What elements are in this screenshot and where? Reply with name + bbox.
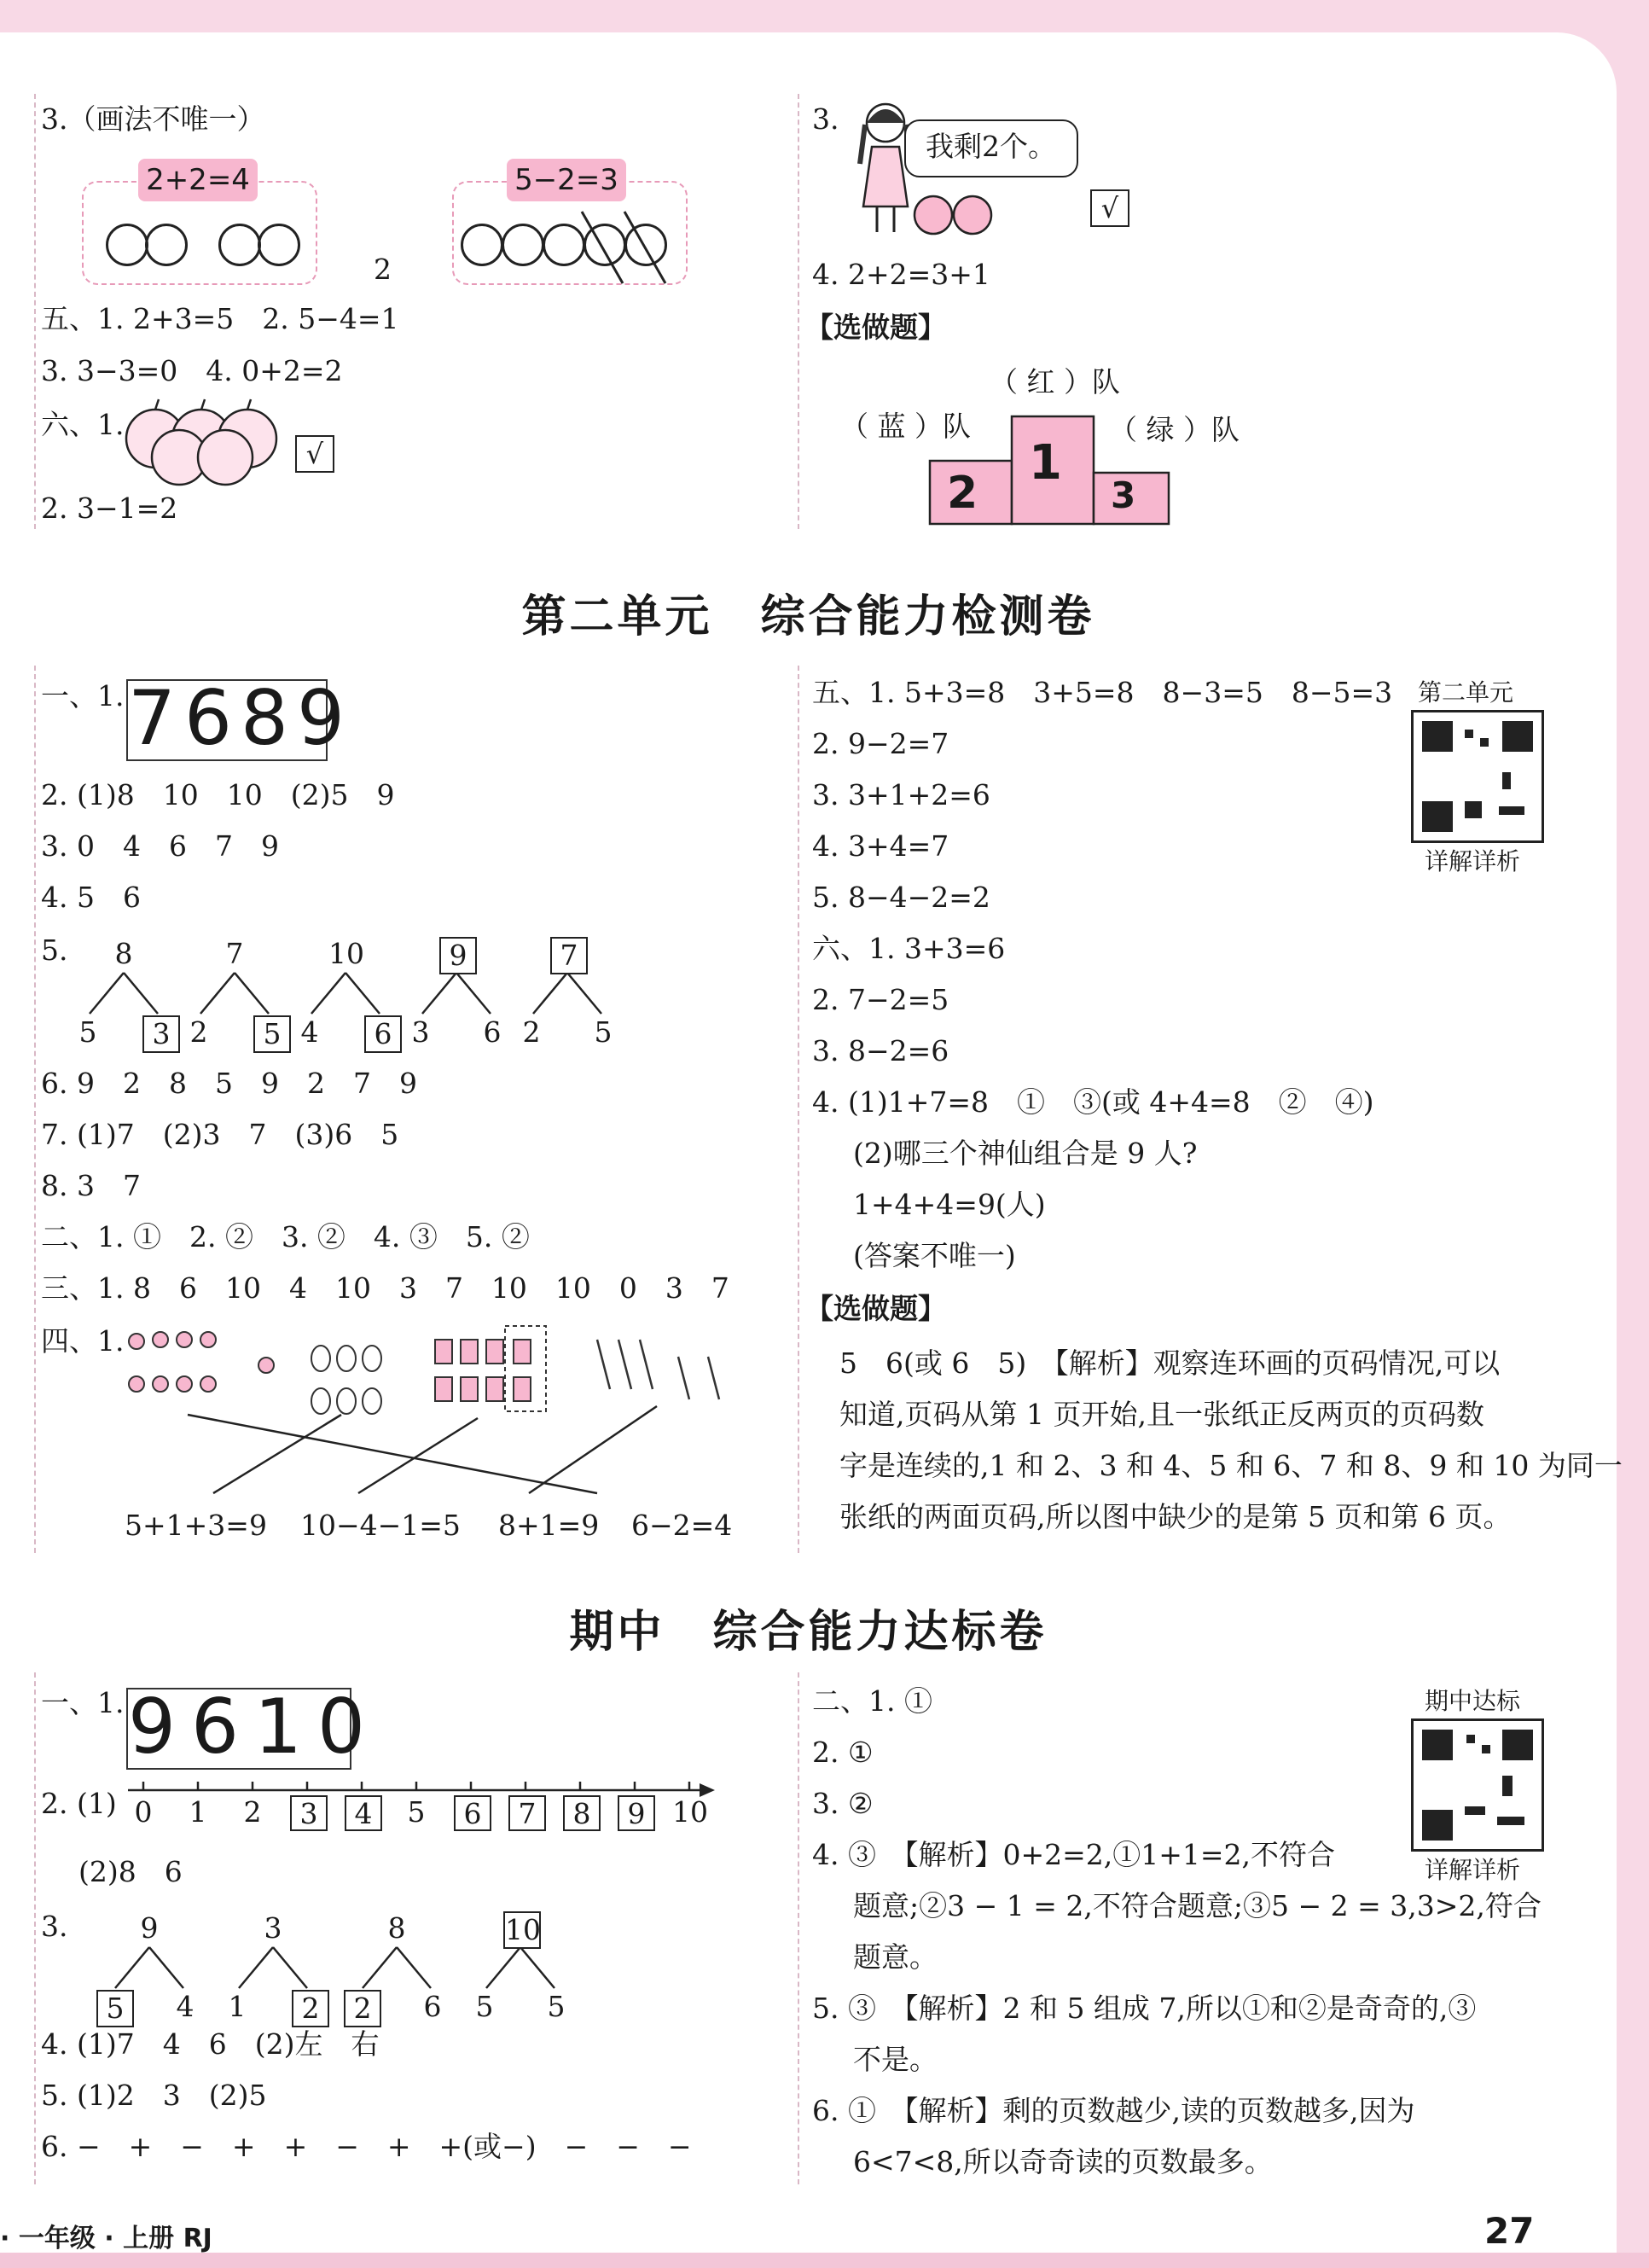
tree-right: 4 xyxy=(176,1990,195,2023)
tree-left: 5 xyxy=(475,1990,494,2023)
midr-l5b: 不是。 xyxy=(853,2043,938,2076)
tree-right: 6 xyxy=(423,1990,442,2023)
circle xyxy=(145,224,188,266)
tree-branches xyxy=(175,969,294,1021)
qr-caption-bottom: 详解详析 xyxy=(1425,847,1521,875)
apples-icon xyxy=(119,394,290,488)
midr-l6a: 6. ① 【解析】剩的页数越少,读的页数越多,因为 xyxy=(812,2094,1415,2127)
u2-q7: 7. (1)7 (2)3 7 (3)6 5 xyxy=(41,1118,399,1151)
tree-left: 5 xyxy=(96,1990,134,2027)
u2r-l2: 2. 9−2=7 xyxy=(812,727,949,760)
tree-top: 8 xyxy=(114,937,133,970)
tree-branches xyxy=(90,1944,209,1995)
qr-caption-top: 第二单元 xyxy=(1418,678,1514,707)
bottom-strip xyxy=(0,2253,1649,2268)
number-line-label: 8 xyxy=(563,1795,601,1831)
digit: 9 xyxy=(128,1683,191,1771)
green-team-label: （ 绿 ）队 xyxy=(1109,413,1240,446)
match-eq-3: 8+1=9 xyxy=(498,1509,600,1542)
mid-q3-label: 3. xyxy=(41,1910,68,1943)
midr-l4c: 题意。 xyxy=(853,1940,938,1974)
column-divider-midterm xyxy=(798,1672,799,2184)
digit: 7 xyxy=(128,674,184,762)
tree-left: 3 xyxy=(411,1015,430,1049)
red-team-label: （ 红 ）队 xyxy=(990,365,1120,398)
tree-right: 3 xyxy=(142,1015,180,1053)
u2r-l5: 5. 8−4−2=2 xyxy=(812,881,990,914)
s6-q1-label: 六、1. xyxy=(41,408,125,441)
mid-q2-label: 2. (1) xyxy=(41,1787,117,1820)
s6-q2: 2. 3−1=2 xyxy=(41,491,178,525)
u2r-l12: (答案不唯一) xyxy=(853,1239,1016,1272)
tree-branches xyxy=(461,1944,580,1995)
podium-3: 3 xyxy=(1111,474,1136,516)
tree-branches xyxy=(64,969,183,1021)
number-line-label: 6 xyxy=(454,1795,491,1831)
u2-s2: 二、1. ① 2. ② 3. ② 4. ③ 5. ② xyxy=(41,1220,530,1253)
tree-top: 10 xyxy=(328,937,364,970)
u2-q2: 2. (1)8 10 10 (2)5 9 xyxy=(41,778,395,811)
u2r-l11: 1+4+4=9(人) xyxy=(853,1188,1046,1221)
tree-right: 5 xyxy=(594,1015,613,1049)
u2-q5-label: 5. xyxy=(41,933,68,967)
digit: 6 xyxy=(191,1683,254,1771)
tree-left: 5 xyxy=(78,1015,97,1049)
midr-l5a: 5. ③ 【解析】2 和 5 组成 7,所以①和②是奇奇的,③ xyxy=(812,1992,1477,2025)
circle xyxy=(461,224,503,266)
tree-right: 6 xyxy=(364,1015,402,1053)
tree-top: 7 xyxy=(550,937,588,974)
number-line-label: 1 xyxy=(189,1795,207,1829)
digit: 10 xyxy=(254,1683,380,1771)
cross-out-marks xyxy=(572,205,691,290)
tree-left: 2 xyxy=(522,1015,541,1049)
u2-q3: 3. 0 4 6 7 9 xyxy=(41,829,279,863)
number-line-label: 5 xyxy=(407,1795,426,1829)
podium-2: 2 xyxy=(947,468,978,519)
match-eq-2: 10−4−1=5 xyxy=(300,1509,461,1542)
digit: 9 xyxy=(297,674,353,762)
number-line-label: 3 xyxy=(290,1795,328,1831)
qr-caption-bottom: 详解详析 xyxy=(1425,1856,1521,1884)
number-line-label: 4 xyxy=(345,1795,382,1831)
digit: 6 xyxy=(184,674,241,762)
matching-pictures xyxy=(119,1323,751,1527)
equation-badge-1: 2+2=4 xyxy=(138,159,258,201)
loose-number: 2 xyxy=(374,253,392,286)
tree-branches xyxy=(213,1944,333,1995)
page-number: 27 xyxy=(1484,2210,1535,2252)
u2r-l8: 3. 8−2=6 xyxy=(812,1034,949,1067)
qr-code-icon[interactable] xyxy=(1411,1718,1544,1852)
tree-right: 6 xyxy=(483,1015,502,1049)
circle xyxy=(218,224,261,266)
tree-right: 5 xyxy=(253,1015,291,1053)
tree-branches xyxy=(397,969,516,1021)
circle xyxy=(106,224,148,266)
circle xyxy=(258,224,300,266)
tree-top: 7 xyxy=(225,937,244,970)
u2r-l1: 五、1. 5+3=8 3+5=8 8−3=5 8−5=3 xyxy=(812,676,1393,709)
s5-line1: 五、1. 2+3=5 2. 5−4=1 xyxy=(41,302,399,335)
mid-q1-label: 一、1. xyxy=(41,1686,125,1719)
number-line-label: 9 xyxy=(618,1795,655,1831)
blue-team-label: （ 蓝 ）队 xyxy=(840,410,971,443)
mid-q5: 5. (1)2 3 (2)5 xyxy=(41,2079,267,2112)
number-line-label: 10 xyxy=(672,1795,708,1829)
column-divider-unit2 xyxy=(798,666,799,1553)
optional-heading: 【选做题】 xyxy=(805,311,946,344)
tree-top: 3 xyxy=(264,1911,282,1945)
u2r-p4: 张纸的两面页码,所以图中缺少的是第 5 页和第 6 页。 xyxy=(839,1500,1512,1533)
left-margin-line xyxy=(34,666,36,1553)
u2-s3: 三、1. 8 6 10 4 10 3 7 10 10 0 3 7 xyxy=(41,1271,729,1305)
equation-badge-2: 5−2=3 xyxy=(507,159,626,201)
digit: 8 xyxy=(241,674,297,762)
left-margin-line xyxy=(34,94,36,529)
tree-top: 9 xyxy=(140,1911,159,1945)
peaches-icon xyxy=(911,189,996,237)
qr-caption-top: 期中达标 xyxy=(1425,1687,1521,1715)
u2-s4-label: 四、1. xyxy=(41,1324,125,1358)
tree-left: 4 xyxy=(300,1015,319,1049)
tree-right: 2 xyxy=(292,1990,329,2027)
u2r-p1: 5 6(或 6 5) 【解析】观察连环画的页码情况,可以 xyxy=(839,1346,1501,1380)
u2-q6: 6. 9 2 8 5 9 2 7 9 xyxy=(41,1067,417,1100)
column-divider-top xyxy=(798,94,799,529)
podium-1: 1 xyxy=(1029,435,1062,491)
tree-top: 8 xyxy=(387,1911,406,1945)
u2-digits xyxy=(128,674,353,762)
u2-q1-label: 一、1. xyxy=(41,679,125,712)
unit2-title: 第二单元 综合能力检测卷 xyxy=(521,591,1095,643)
tree-branches xyxy=(508,969,627,1021)
circle xyxy=(502,224,544,266)
midr-l1: 二、1. ① xyxy=(812,1684,932,1718)
s5-line2: 3. 3−3=0 4. 0+2=2 xyxy=(41,354,343,387)
tree-left: 2 xyxy=(344,1990,381,2027)
number-line-label: 2 xyxy=(243,1795,262,1829)
mid-q4: 4. (1)7 4 6 (2)左 右 xyxy=(41,2027,380,2061)
u2r-p2: 知道,页码从第 1 页开始,且一张纸正反两页的页码数 xyxy=(839,1398,1484,1431)
midr-l4b: 题意;②3 − 1 = 2,不符合题意;③5 − 2 = 3,3>2,符合 xyxy=(853,1889,1542,1922)
mid-q6: 6. − + − + + − + +(或−) − − − xyxy=(41,2130,692,2163)
top-right-q4: 4. 2+2=3+1 xyxy=(812,258,990,291)
midr-l6b: 6<7<8,所以奇奇读的页数最多。 xyxy=(853,2145,1273,2178)
top-right-q3: 3. xyxy=(812,102,839,136)
u2r-l3: 3. 3+1+2=6 xyxy=(812,778,990,811)
mid-digits xyxy=(128,1683,380,1771)
u2r-l9: 4. (1)1+7=8 ① ③(或 4+4=8 ② ④) xyxy=(812,1085,1374,1119)
u2r-l7: 2. 7−2=5 xyxy=(812,983,949,1016)
number-line-label: 0 xyxy=(134,1795,153,1829)
u2r-p3: 字是连续的,1 和 2、3 和 4、5 和 6、7 和 8、9 和 10 为同一 xyxy=(839,1449,1623,1482)
tree-right: 5 xyxy=(547,1990,566,2023)
midr-l2: 2. ① xyxy=(812,1736,874,1769)
u2-q4: 4. 5 6 xyxy=(41,881,141,914)
u2r-l10: (2)哪三个神仙组合是 9 人? xyxy=(853,1137,1198,1170)
match-eq-1: 5+1+3=9 xyxy=(125,1509,267,1542)
qr-code-icon[interactable] xyxy=(1411,710,1544,843)
tree-branches xyxy=(286,969,405,1021)
tree-top: 10 xyxy=(503,1911,541,1949)
u2-q8: 8. 3 7 xyxy=(41,1169,141,1202)
u2r-l6: 六、1. 3+3=6 xyxy=(812,932,1006,965)
u2r-l4: 4. 3+4=7 xyxy=(812,829,949,863)
mid-q2b: (2)8 6 xyxy=(78,1855,183,1888)
number-line-label: 7 xyxy=(508,1795,546,1831)
tree-left: 2 xyxy=(189,1015,208,1049)
midterm-title: 期中 综合能力达标卷 xyxy=(569,1607,1048,1658)
u2r-optional: 【选做题】 xyxy=(805,1292,946,1325)
check-box: √ xyxy=(295,435,334,473)
tree-branches xyxy=(337,1944,456,1995)
check-box: √ xyxy=(1090,189,1129,227)
left-margin-line xyxy=(34,1672,36,2184)
footer-grade: · 一年级 · 上册 RJ xyxy=(0,2224,212,2253)
tree-top: 9 xyxy=(439,937,477,974)
top-q3-label: 3.（画法不唯一） xyxy=(41,102,265,136)
tree-left: 1 xyxy=(228,1990,247,2023)
midr-l3: 3. ② xyxy=(812,1787,874,1820)
midr-l4a: 4. ③ 【解析】0+2=2,①1+1=2,不符合 xyxy=(812,1838,1336,1871)
match-eq-4: 6−2=4 xyxy=(631,1509,733,1542)
speech-text: 我剩2个。 xyxy=(926,130,1056,163)
